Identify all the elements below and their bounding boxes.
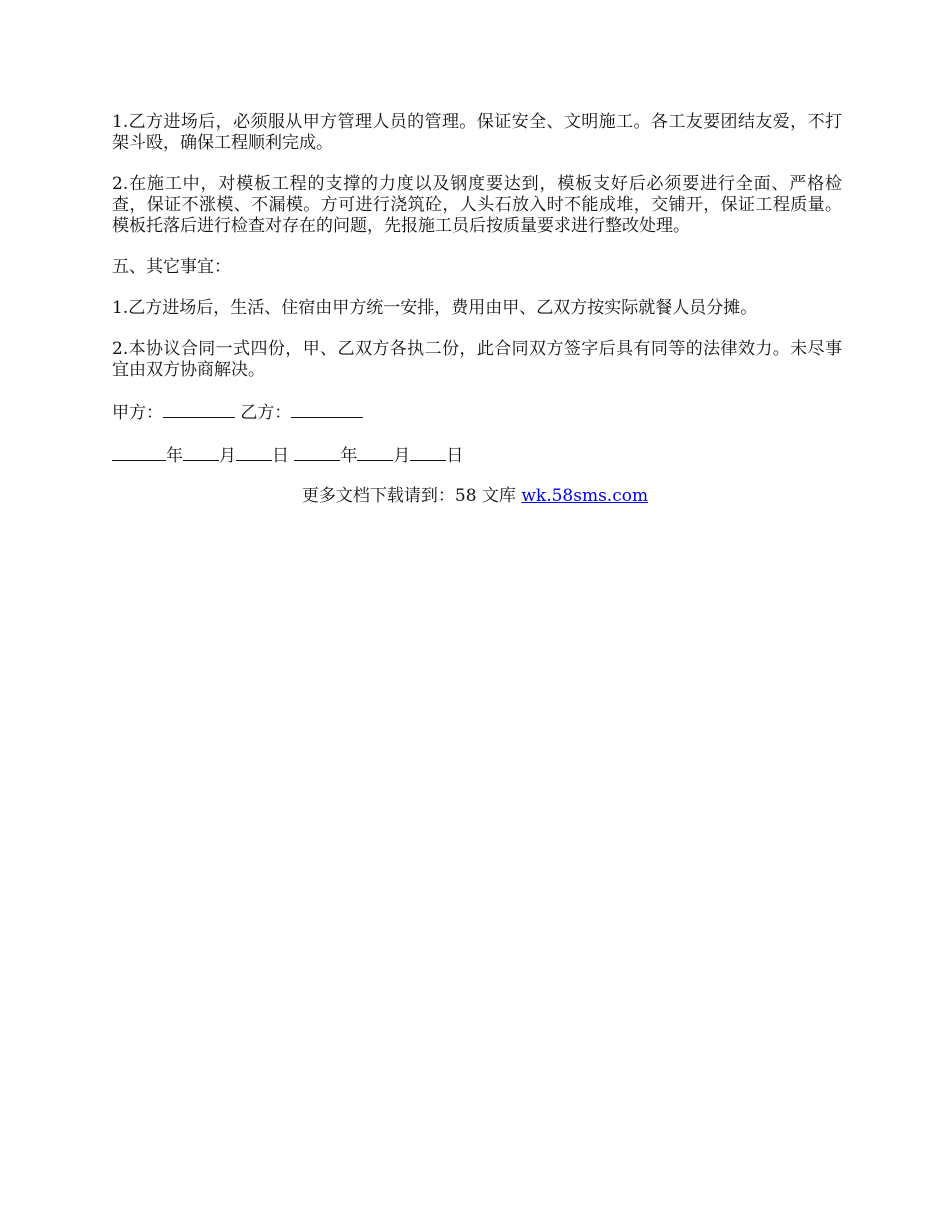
download-footer — [0, 486, 950, 507]
month-b-blank — [357, 444, 393, 461]
month-a-blank — [183, 444, 219, 461]
day-a-blank — [236, 444, 272, 461]
year-a-blank — [112, 444, 166, 461]
date-line — [112, 444, 842, 467]
day-b-label: 日 — [446, 446, 464, 466]
footer-text: 更多文档下载请到：58 文库 — [301, 486, 522, 506]
month-b-label: 月 — [393, 446, 411, 466]
footer-link[interactable]: wk.58sms.com — [521, 486, 649, 506]
section-heading-other-matters: 五、其它事宜： — [112, 257, 231, 277]
month-a-label: 月 — [219, 446, 236, 466]
year-a-label: 年 — [166, 446, 183, 466]
party-a-label: 甲方： — [112, 403, 163, 423]
day-b-blank — [410, 444, 446, 461]
party-b-label: 乙方： — [240, 403, 292, 423]
day-a-label: 日 — [272, 446, 289, 466]
paragraph-1: 1.乙方进场后，必须服从甲方管理人员的管理。保证安全、文明施工。各工友要团结友爱，不打架斗殴，确保工程顺利完成。 — [112, 112, 842, 153]
paragraph-3: 1.乙方进场后，生活、住宿由甲方统一安排，费用由甲、乙双方按实际就餐人员分摊。 — [112, 298, 758, 318]
year-b-label: 年 — [340, 446, 358, 466]
document-body — [112, 112, 842, 487]
paragraph-4: 2.本协议合同一式四份，甲、乙双方各执二份，此合同双方签字后具有同等的法律效力。未尽事宜由双方协商解决。 — [112, 339, 842, 380]
paragraph-2: 2.在施工中，对模板工程的支撑的力度以及钢度要达到，模板支好后必须要进行全面、严格检查，保证不涨模、不漏模。方可进行浇筑砼，人头石放入时不能成堆，交铺开，保证工程质量。模板托落后进行检查对存在的问题，先报施工员后按质量要求进行整改处理。 — [112, 174, 842, 236]
party-a-blank — [163, 401, 235, 418]
signature-line — [112, 401, 842, 424]
year-b-blank — [294, 444, 340, 461]
party-b-blank — [291, 401, 363, 418]
